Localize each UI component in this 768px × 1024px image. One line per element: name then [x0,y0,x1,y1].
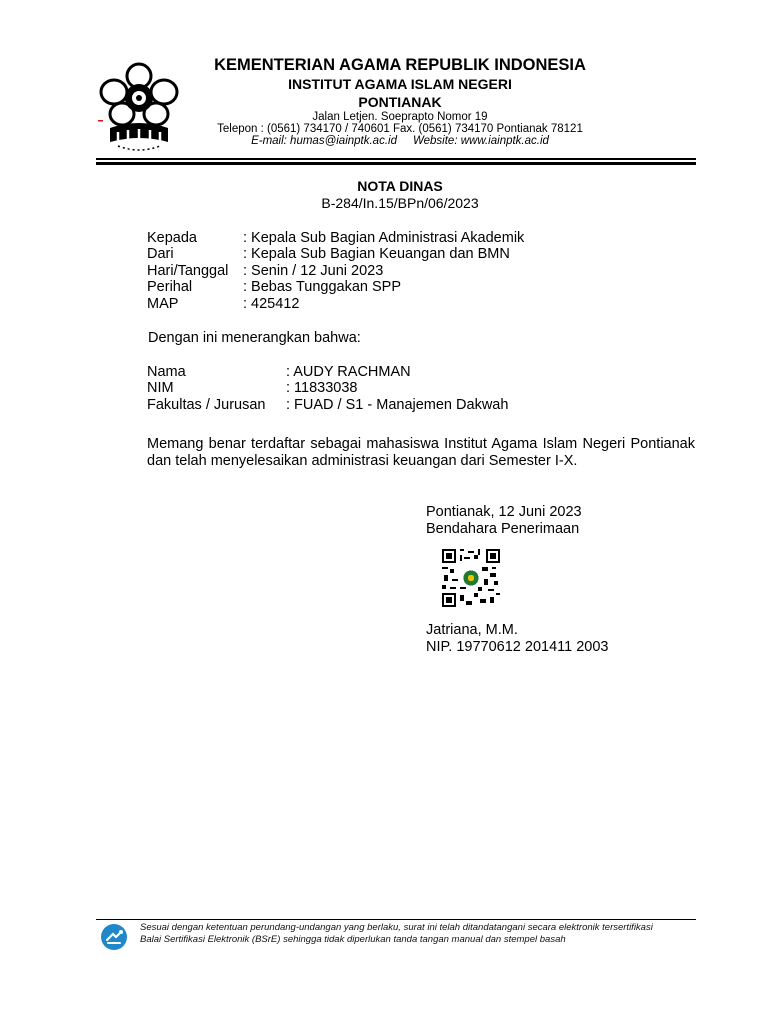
body-paragraph: Memang benar terdaftar sebagai mahasiswa Institut Agama Islam Negeri Pontianak dan telah menyelesaikan administrasi keuangan dari Semester I-X. [147,436,695,469]
student-value-faculty: : FUAD / S1 - Manajemen Dakwah [286,397,509,413]
institute-phone: Telepon : (0561) 734170 / 740601 Fax. (0561) 734170 Pontianak 78121 [217,123,583,135]
memo-label-subject: Perihal [147,279,193,295]
institute-email: E-mail: humas@iainptk.ac.id [251,135,397,147]
memo-label-date: Hari/Tanggal [147,263,229,279]
signatory-nip: NIP. 19770612 201411 2003 [426,639,609,655]
header-divider-thin [96,158,696,160]
student-value-nim: : 11833038 [286,380,358,396]
institution-emblem-icon [96,62,182,152]
memo-value-subject: : Bebas Tunggakan SPP [243,279,401,295]
student-label-nim: NIM [147,380,174,396]
memo-label-to: Kepada [147,230,197,246]
signature-position: Bendahara Penerimaan [426,521,580,537]
memo-label-from: Dari [147,246,174,262]
signatory-name: Jatriana, M.M. [426,622,518,638]
bsre-certificate-icon [100,923,128,951]
student-value-name: : AUDY RACHMAN [286,364,411,380]
institute-city: PONTIANAK [358,94,442,110]
footer-notice-line1: Sesuai dengan ketentuan perundang-undangan yang berlaku, surat ini telah ditandatangani secara elektronik tersertifikasi [140,922,653,933]
document-number: B-284/In.15/BPn/06/2023 [321,195,479,211]
footer-notice [140,922,700,946]
student-label-name: Nama [147,364,186,380]
student-label-faculty: Fakultas / Jurusan [147,397,266,413]
intro-text: Dengan ini menerangkan bahwa: [148,330,361,346]
qr-code-icon [441,549,501,607]
footer-notice-line2: Balai Sertifikasi Elektronik (BSrE) sehingga tidak diperlukan tanda tangan manual dan stempel basah [140,934,566,945]
document-title: NOTA DINAS [357,178,443,194]
header-divider-thick [96,162,696,165]
footer-divider [96,919,696,920]
institute-contact [180,135,620,147]
institute-name: INSTITUT AGAMA ISLAM NEGERI [288,76,512,92]
institute-address: Jalan Letjen. Soeprapto Nomor 19 [312,111,488,123]
memo-value-map: : 425412 [243,296,300,312]
memo-value-to: : Kepala Sub Bagian Administrasi Akademik [243,230,525,246]
memo-label-map: MAP [147,296,179,312]
ministry-name: KEMENTERIAN AGAMA REPUBLIK INDONESIA [214,56,586,74]
memo-value-date: : Senin / 12 Juni 2023 [243,263,384,279]
signature-place-date: Pontianak, 12 Juni 2023 [426,504,582,520]
memo-value-from: : Kepala Sub Bagian Keuangan dan BMN [243,246,510,262]
institute-website: Website: www.iainptk.ac.id [412,135,549,147]
